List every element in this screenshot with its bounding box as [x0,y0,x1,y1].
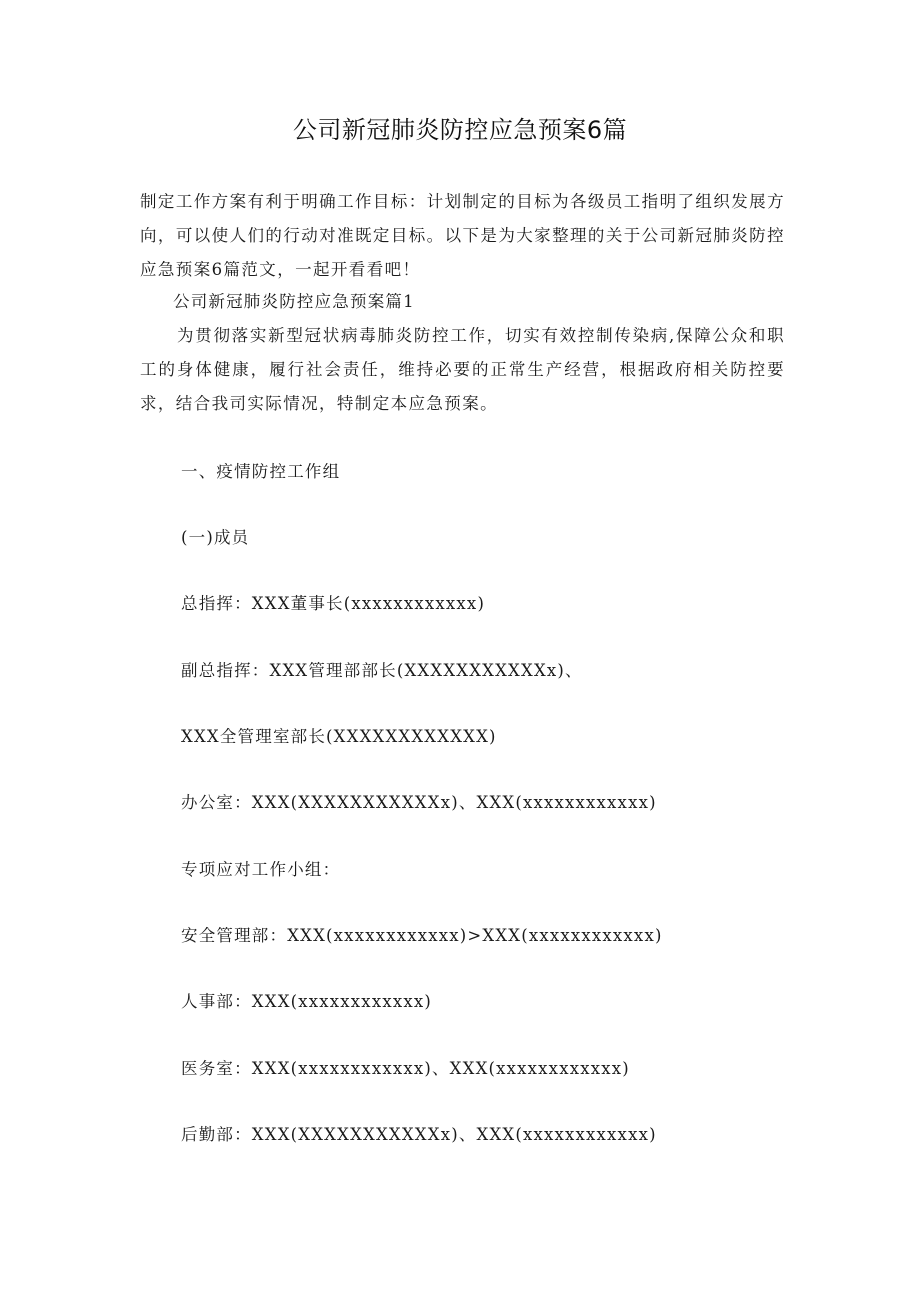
heading-task-group: 专项应对工作小组： [181,860,341,879]
member-line-hr: 人事部：XXX(xxxxxxxxxxxx) [181,992,432,1011]
member-line-logistics: 后勤部：XXX(XXXXXXXXXXXx)、XXX(xxxxxxxxxxxx) [181,1125,657,1144]
member-line-safety-dept: 安全管理部：XXX(xxxxxxxxxxxx)>XXX(xxxxxxxxxxxx) [181,926,663,945]
heading-work-group: 一、疫情防控工作组 [181,462,341,481]
section-title: 公司新冠肺炎防控应急预案篇1 [173,292,415,311]
member-line-medical: 医务室：XXX(xxxxxxxxxxxx)、XXX(xxxxxxxxxxxx) [181,1059,630,1078]
member-line-office: 办公室：XXX(XXXXXXXXXXXx)、XXX(xxxxxxxxxxxx) [181,793,657,812]
document-title: 公司新冠肺炎防控应急预案6篇 [292,116,628,144]
body-paragraph: 为贯彻落实新型冠状病毒肺炎防控工作，切实有效控制传染病,保障公众和职工的身体健康，履行社会责任，维持必要的正常生产经营，根据政府相关防控要求，结合我司实际情况，特制定本应急预案。 [140,326,785,413]
member-line-commander: 总指挥：XXX董事长(xxxxxxxxxxxx) [181,594,486,613]
intro-paragraph: 制定工作方案有利于明确工作目标：计划制定的目标为各级员工指明了组织发展方向，可以使人们的行动对准既定目标。以下是为大家整理的关于公司新冠肺炎防控应急预案6篇范文，一起开看看吧！ [140,192,785,279]
member-line-deputy: 副总指挥：XXX管理部部长(XXXXXXXXXXXx)、 [181,661,583,680]
member-line-safety-head: XXX全管理室部长(XXXXXXXXXXXX) [181,727,497,746]
heading-members: (一)成员 [181,528,250,547]
